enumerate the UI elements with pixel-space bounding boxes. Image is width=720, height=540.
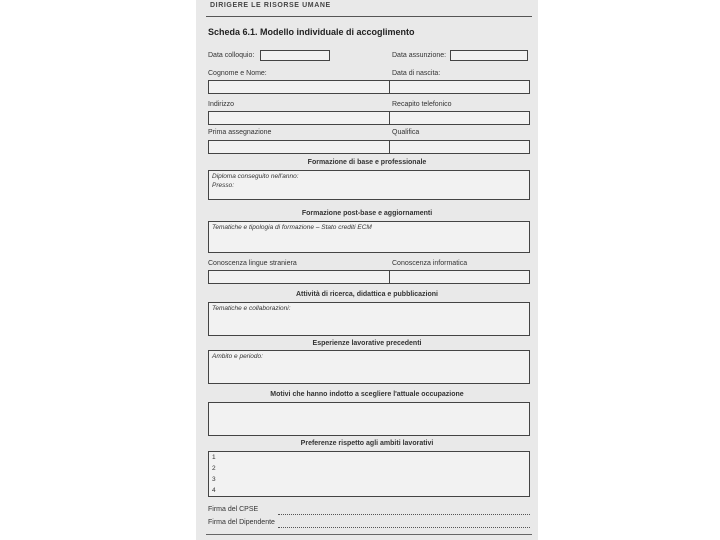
form-page bbox=[196, 0, 538, 540]
esperienze-box[interactable] bbox=[208, 350, 530, 384]
prima-assegnazione-label: Prima assegnazione bbox=[208, 129, 272, 136]
indirizzo-recapito-row bbox=[208, 111, 530, 125]
ambito-label: Ambito e periodo: bbox=[212, 353, 263, 360]
row-divider bbox=[389, 271, 390, 283]
row-divider bbox=[389, 81, 390, 93]
tematiche-collab-label: Tematiche e collaborazioni: bbox=[212, 305, 291, 312]
presso-label: Presso: bbox=[212, 182, 235, 189]
data-nascita-label: Data di nascita: bbox=[392, 70, 441, 77]
preferenze-box[interactable] bbox=[208, 451, 530, 497]
row-divider bbox=[389, 112, 390, 124]
qualifica-label: Qualifica bbox=[392, 129, 420, 136]
section-motivi: Motivi che hanno indotto a scegliere l'attuale occupazione bbox=[270, 391, 464, 398]
preference-number: 4 bbox=[212, 487, 216, 494]
section-preferenze: Preferenze rispetto agli ambiti lavorativi bbox=[300, 440, 434, 447]
firma-cpse-label: Firma del CPSE bbox=[208, 506, 259, 513]
header-rule bbox=[206, 16, 532, 17]
preference-number: 3 bbox=[212, 476, 216, 483]
diploma-label: Diploma conseguito nell'anno: bbox=[212, 173, 299, 180]
section-attivita: Attività di ricerca, didattica e pubblicazioni bbox=[296, 291, 438, 298]
section-esperienze: Esperienze lavorative precedenti bbox=[312, 340, 422, 347]
form-title: Scheda 6.1. Modello individuale di accoglimento bbox=[208, 27, 415, 37]
firma-dipendente-line[interactable] bbox=[278, 527, 530, 528]
cognome-nascita-row bbox=[208, 80, 530, 94]
informatica-label: Conoscenza informatica bbox=[392, 260, 468, 267]
section-formazione-base: Formazione di base e professionale bbox=[307, 159, 427, 166]
cognome-nome-label: Cognome e Nome: bbox=[208, 70, 267, 77]
data-assunzione-field[interactable] bbox=[450, 50, 528, 61]
lingue-label: Conoscenza lingue straniera bbox=[208, 260, 297, 267]
bottom-rule bbox=[206, 534, 532, 535]
data-colloquio-field[interactable] bbox=[260, 50, 330, 61]
section-formazione-post: Formazione post-base e aggiornamenti bbox=[301, 210, 433, 217]
indirizzo-label: Indirizzo bbox=[208, 101, 235, 108]
attivita-box[interactable] bbox=[208, 302, 530, 336]
motivi-box[interactable] bbox=[208, 402, 530, 436]
recapito-label: Recapito telefonico bbox=[392, 101, 452, 108]
firma-dipendente-label: Firma del Dipendente bbox=[208, 519, 275, 526]
running-header: DIRIGERE LE RISORSE UMANE bbox=[210, 2, 331, 9]
tematiche-formazione-label: Tematiche e tipologia di formazione – Stato crediti ECM bbox=[212, 224, 372, 231]
firma-cpse-line[interactable] bbox=[278, 514, 530, 515]
assegnazione-qualifica-row bbox=[208, 140, 530, 154]
preference-number: 1 bbox=[212, 454, 216, 461]
formazione-post-box[interactable] bbox=[208, 221, 530, 253]
data-colloquio-label: Data colloquio: bbox=[208, 52, 255, 59]
row-divider bbox=[389, 141, 390, 153]
lingue-informatica-row bbox=[208, 270, 530, 284]
formazione-base-box[interactable] bbox=[208, 170, 530, 200]
data-assunzione-label: Data assunzione: bbox=[392, 52, 447, 59]
preference-number: 2 bbox=[212, 465, 216, 472]
